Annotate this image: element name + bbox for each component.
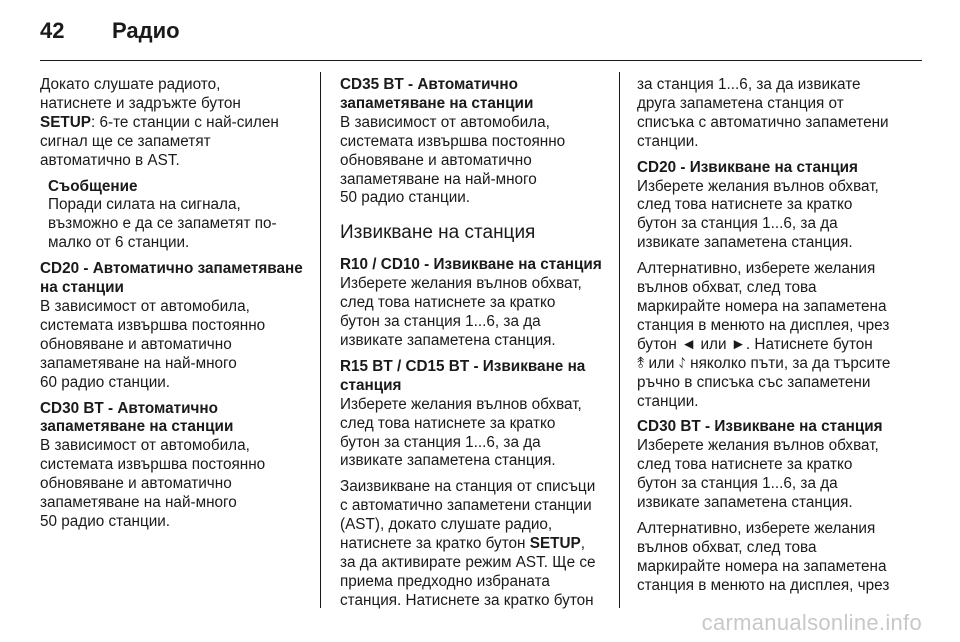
cd30-recall-body: Изберете желания вълнов обхват, след това натиснете за кратко бутон за станция 1...6, за да извикате запаметена станция.	[637, 437, 879, 512]
page-header	[40, 18, 180, 48]
section-title: Извикване на станция	[340, 222, 536, 244]
cd30-autostore-body: В зависимост от автомобила, системата извършва постоянно обновяване и автоматично запаметяване на най-много 50 радио станции.	[40, 437, 266, 530]
intro-paragraph	[40, 76, 312, 171]
r15-recall-heading: R15 BT / CD15 BT - Извикване на станция	[340, 357, 586, 394]
cd35-autostore-heading: CD35 BT - Автоматично запаметяване на станции	[340, 76, 534, 112]
ast-text-b: , за да активирате режим AST. Ще се приема предходно избраната станция. Натиснете за кратко бутон	[340, 535, 596, 609]
r10-recall-heading: R10 / CD10 - Извикване на станция	[340, 256, 602, 274]
cd20-alternative-body: Алтернативно, изберете желания вълнов обхват, след това маркирайте номера на запаметена станция в менюто на дисплея, чрез бутон ◄ или ►. Натиснете бутон ⥉ или ⥌ няколко пъти, за да търсите ръчно в списъка със запаметени станции.	[637, 260, 891, 410]
header-rule	[40, 60, 922, 61]
page-title: Радио	[112, 18, 180, 43]
cd30-autostore-heading: CD30 BT - Автоматично запаметяване на станции	[40, 399, 234, 436]
column-1	[40, 76, 312, 539]
cd20-recall-body: Изберете желания вълнов обхват, след това натиснете за кратко бутон за станция 1...6, за да извикате запаметена станция.	[637, 177, 879, 252]
cd30-alternative-body: Алтернативно, изберете желания вълнов обхват, след това маркирайте номера на запаметена станция в менюто на дисплея, чрез	[637, 519, 890, 594]
intro-text-b: : 6-те станции с най-силен сигнал ще се запаметят автоматично в AST.	[40, 113, 279, 169]
column-separator-1	[320, 72, 321, 608]
note-body: Поради силата на сигнала, възможно е да се запаметят по- малко от 6 станции.	[48, 196, 277, 252]
setup-key-label: SETUP	[40, 113, 91, 131]
intro-text-a: Докато слушате радиото, натиснете и задръжте бутон	[40, 76, 241, 112]
watermark: carmanualsonline.info	[701, 610, 922, 635]
note-title: Съобщение	[48, 177, 138, 195]
column-2	[340, 76, 612, 618]
continued-paragraph: за станция 1...6, за да извикате друга запаметена станция от списъка с автоматично запаметени станции.	[637, 76, 889, 150]
note-box	[40, 178, 312, 254]
ast-paragraph	[340, 478, 612, 610]
cd20-autostore-heading: CD20 - Автоматично запаметяване на станции	[40, 260, 303, 297]
r15-recall-body: Изберете желания вълнов обхват, след това натиснете за кратко бутон за станция 1...6, за да извикате запаметена станция.	[340, 395, 582, 470]
cd20-recall-heading: CD20 - Извикване на станция	[637, 158, 858, 176]
ast-text-a: Заизвикване на станция от списъци с автоматично запаметени станции (AST), докато слушате радио, натиснете за кратко бутон	[340, 478, 596, 553]
cd30-recall-heading: CD30 BT - Извикване на станция	[637, 418, 883, 436]
page-number: 42	[40, 18, 65, 43]
setup-key-label-2: SETUP	[529, 535, 581, 553]
column-separator-2	[619, 72, 620, 608]
column-3	[637, 76, 909, 603]
r10-recall-body: Изберете желания вълнов обхват, след това натиснете за кратко бутон за станция 1...6, за да извикате запаметена станция.	[340, 275, 582, 349]
cd35-autostore-body: В зависимост от автомобила, системата извършва постоянно обновяване и автоматично запаметяване на най-много 50 радио станции.	[340, 113, 566, 207]
cd20-autostore-body: В зависимост от автомобила, системата извършва постоянно обновяване и автоматично запаметяване на най-много 60 радио станции.	[40, 297, 266, 391]
